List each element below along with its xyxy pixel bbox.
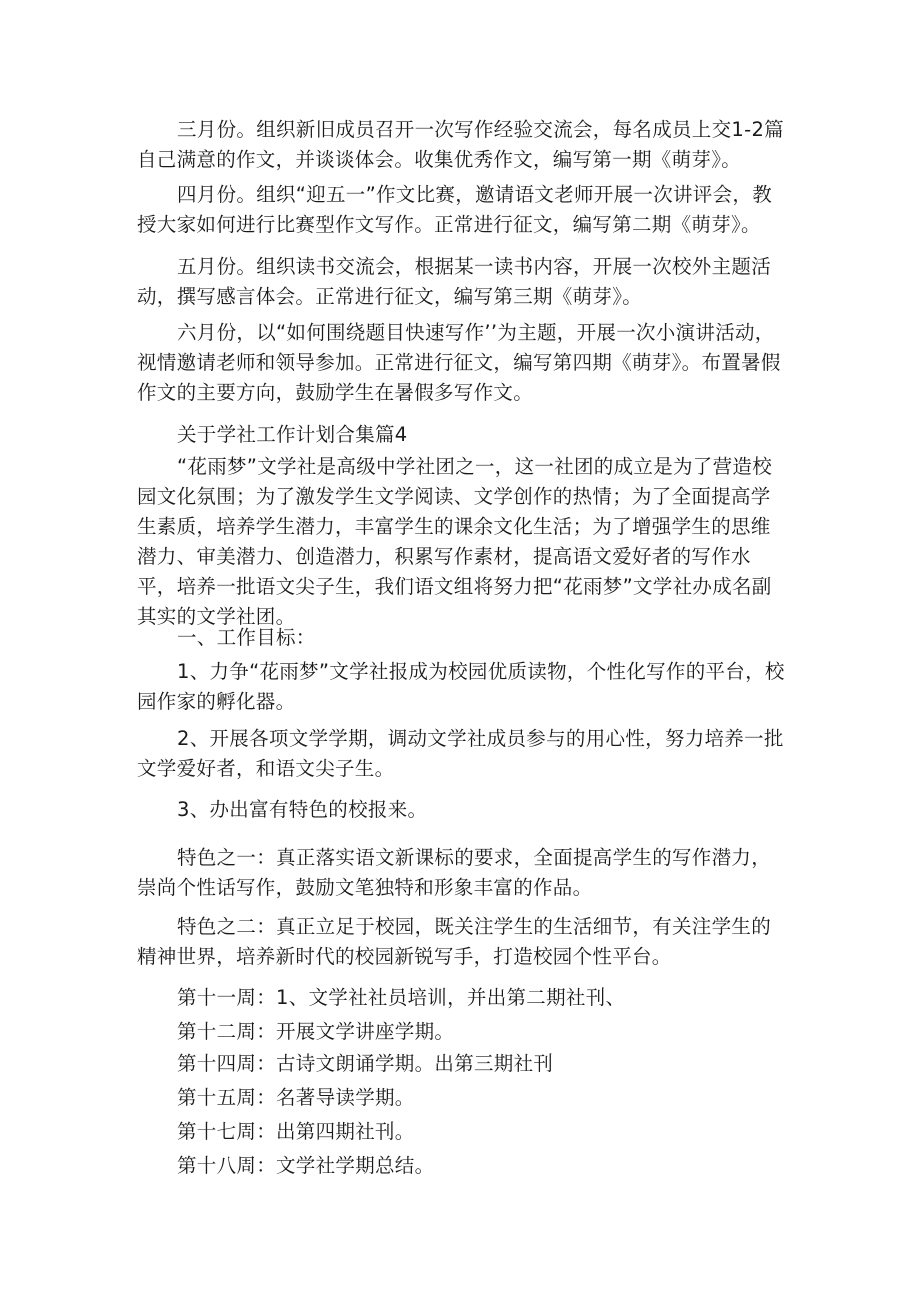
schedule-week-15: 第十五周：名著导读学期。	[177, 1086, 415, 1109]
section-heading: 关于学社工作计划合集篇4	[177, 423, 408, 446]
paragraph-march: 三月份。组织新旧成员召开一次写作经验交流会，每名成员上交1-2篇自己满意的作文，并谈谈体会。收集优秀作文，编写第一期《萌芽》。	[137, 118, 784, 171]
paragraph-intro: “花雨梦”文学社是高级中学社团之一，这一社团的成立是为了营造校园文化氛围；为了激发学生文学阅读、文学创作的热情；为了全面提高学生素质，培养学生潜力，丰富学生的课余文化生活；为了增强学生的思维潜力、审美潜力、创造潜力，积累写作素材，提高语文爱好者的写作水平，培养一批语文尖子生，我们语文组将努力把“花雨梦”文学社办成名副其实的文学社团。	[137, 455, 773, 628]
paragraph-april: 四月份。组织“迎五一”作文比赛，邀请语文老师开展一次讲评会，教授大家如何进行比赛型作文写作。正常进行征文，编写第二期《萌芽》。	[137, 183, 773, 236]
schedule-week-12: 第十二周：开展文学讲座学期。	[177, 1020, 455, 1043]
paragraph-feature-1: 特色之一：真正落实语文新课标的要求，全面提高学生的写作潜力，崇尚个性话写作，鼓励文笔独特和形象丰富的作品。	[137, 846, 772, 899]
schedule-week-18: 第十八周：文学社学期总结。	[177, 1154, 435, 1177]
schedule-week-11: 第十一周：1、文学社社员培训，并出第二期社刊、	[177, 986, 626, 1009]
goal-item-1: 1、力争“花雨梦”文学社报成为校园优质读物，个性化写作的平台，校园作家的孵化器。	[137, 660, 785, 713]
schedule-week-14: 第十四周：古诗文朗诵学期。出第三期社刊	[177, 1052, 554, 1075]
paragraph-may: 五月份。组织读书交流会，根据某一读书内容，开展一次校外主题活动，撰写感言体会。正常进行征文，编写第三期《萌芽》。	[137, 255, 772, 308]
paragraph-june: 六月份，以“如何围绕题目快速写作’’为主题，开展一次小演讲活动，视情邀请老师和领导参加。正常进行征文，编写第四期《萌芽》。布置暑假作文的主要方向，鼓励学生在暑假多写作文。	[137, 321, 781, 404]
paragraph-feature-2: 特色之二：真正立足于校园，既关注学生的生活细节，有关注学生的精神世界，培养新时代的校园新锐写手，打造校园个性平台。	[137, 915, 772, 968]
schedule-week-17: 第十七周：出第四期社刊。	[177, 1120, 415, 1143]
goals-title: 一、工作目标：	[177, 626, 316, 649]
goal-item-3: 3、办出富有特色的校报来。	[177, 798, 428, 821]
goal-item-2: 2、开展各项文学学期，调动文学社成员参与的用心性，努力培养一批文学爱好者，和语文尖子生。	[137, 727, 784, 780]
